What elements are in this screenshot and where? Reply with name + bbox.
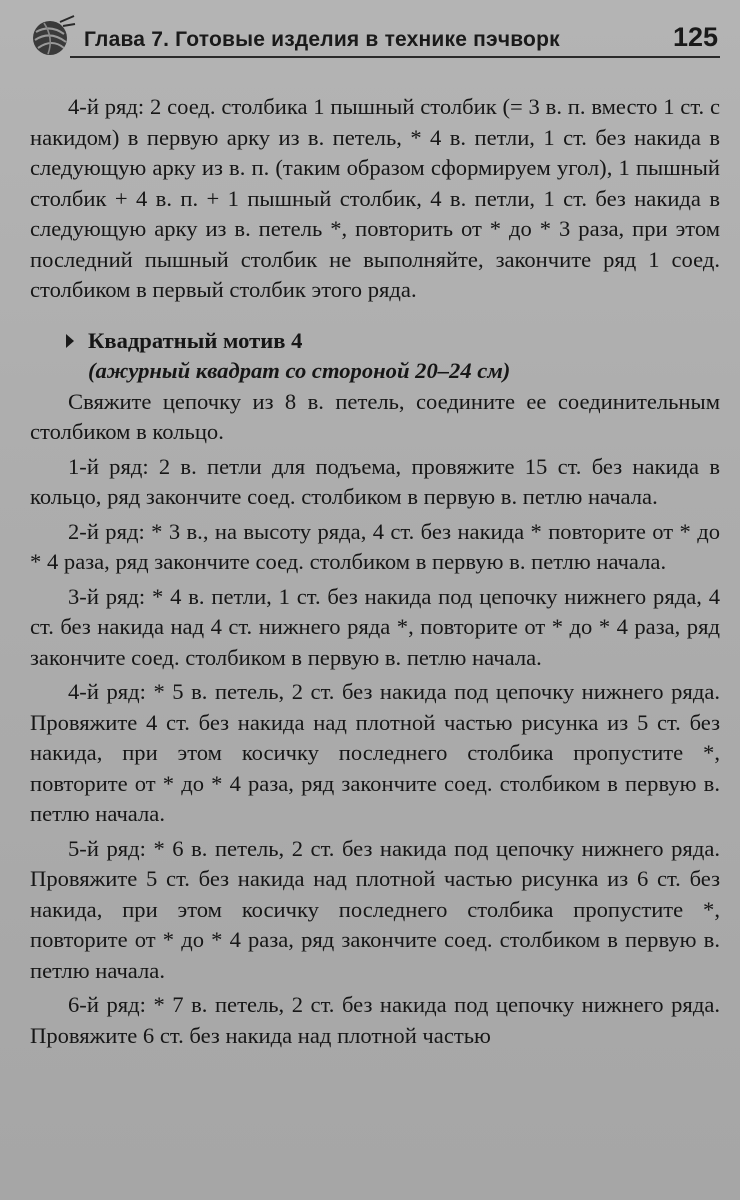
paragraph: 2-й ряд: * 3 в., на высоту ряда, 4 ст. без накида * повторите от * до * 4 раза, ряд закончите соед. столбиком в первую в. петлю начала. bbox=[30, 518, 720, 574]
body-text bbox=[30, 92, 720, 1051]
paragraph: 4-й ряд: * 5 в. петель, 2 ст. без накида под цепочку нижнего ряда. Провяжите 4 ст. без накида над плотной частью рисунка из 5 ст. без накида, при этом косичку последнего столбика пропустите *, повторите от * до * 4 раза, ряд закончите соед. столбиком в первую в. петлю начала. bbox=[30, 679, 720, 826]
paragraph: 4-й ряд: 2 соед. столбика 1 пышный столбик (= 3 в. п. вместо 1 ст. с накидом) в первую арку из в. петель, * 4 в. петли, 1 ст. без накида в следующую арку из в. п. (таким образом сформируем угол), 1 пышный столбик + 4 в. п. + 1 пышный столбик, 4 в. петли, 1 ст. без накида в следующую арку из в. петель *, повторить от * до * 3 раза, при этом последний пышный столбик не выполняйте, закончите ряд 1 соед. столбиком в первый столбик этого ряда. bbox=[30, 94, 720, 302]
paragraph: 1-й ряд: 2 в. петли для подъема, провяжите 15 ст. без накида в кольцо, ряд закончите соед. столбиком в первую в. петлю начала. bbox=[30, 453, 720, 509]
section-heading-text: Квадратный мотив 4 bbox=[88, 327, 303, 353]
running-head bbox=[30, 14, 720, 66]
paragraph: 6-й ряд: * 7 в. петель, 2 ст. без накида под цепочку нижнего ряда. Провяжите 6 ст. без накида над плотной частью bbox=[30, 992, 720, 1048]
paragraph: 3-й ряд: * 4 в. петли, 1 ст. без накида под цепочку нижнего ряда, 4 ст. без накида над 4 ст. нижнего ряда *, повторите от * до * 4 раза, ряд закончите соед. столбиком в первую в. петлю начала. bbox=[30, 583, 720, 670]
triangle-bullet-icon bbox=[66, 334, 74, 348]
paragraph: 5-й ряд: * 6 в. петель, 2 ст. без накида под цепочку нижнего ряда. Провяжите 5 ст. без накида над плотной частью рисунка из 6 ст. без накида, при этом косичку последнего столбика пропустите *, повторите от * до * 4 раза, ряд закончите соед. столбиком в первую в. петлю начала. bbox=[30, 835, 720, 983]
page-number: 125 bbox=[672, 22, 718, 52]
paragraph: Свяжите цепочку из 8 в. петель, соедините ее соединительным столбиком в кольцо. bbox=[30, 388, 720, 444]
yarn-ball-icon bbox=[30, 14, 76, 60]
section-heading bbox=[30, 326, 720, 357]
section-subtitle: (ажурный квадрат со стороной 20–24 см) bbox=[88, 358, 511, 383]
chapter-title: Глава 7. Готовые изделия в технике пэчворк bbox=[84, 28, 560, 51]
header-rule bbox=[70, 56, 720, 58]
